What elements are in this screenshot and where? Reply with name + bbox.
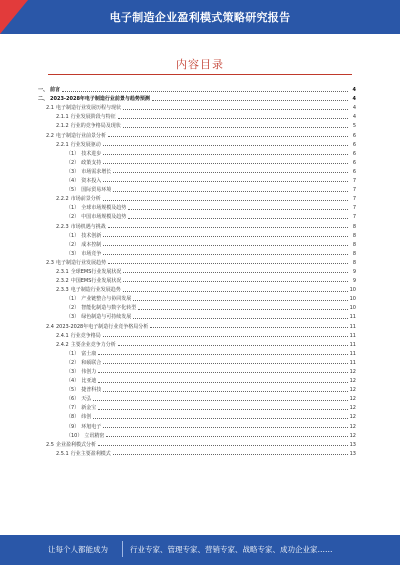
toc-entry-number: 2.5 [46, 441, 54, 448]
toc-entry-page: 4 [352, 105, 356, 112]
toc-entry-page: 7 [352, 214, 356, 221]
toc-dot-leader [98, 354, 347, 355]
toc-entry[interactable] [38, 266, 356, 275]
toc-entry-label: 企业盈利模式分析 [55, 441, 96, 448]
toc-entry[interactable] [38, 230, 356, 239]
toc-entry-number: （2） [66, 241, 80, 248]
toc-entry[interactable] [38, 239, 356, 248]
toc-entry-label: 立讯精密 [84, 432, 105, 439]
toc-dot-leader [103, 181, 348, 182]
toc-entry[interactable] [38, 339, 356, 348]
toc-entry-label: 电子制造行业发展趋势 [70, 287, 121, 294]
toc-entry-label: 成本控制 [81, 241, 102, 248]
toc-entry-page: 12 [349, 387, 356, 394]
toc-dot-leader [133, 300, 347, 301]
toc-entry-page: 10 [349, 305, 356, 312]
toc-entry-number: （2） [66, 159, 80, 166]
toc-entry[interactable] [38, 220, 356, 229]
toc-entry-number: 2.3 [46, 259, 54, 266]
toc-dot-leader [98, 382, 347, 383]
toc-dot-leader [118, 118, 348, 119]
toc-entry[interactable] [38, 211, 356, 220]
toc-entry-number: （8） [66, 414, 80, 421]
toc-entry-page: 8 [352, 250, 356, 257]
toc-entry-label: 市场前景分析 [70, 196, 101, 203]
toc-entry-number: （4） [66, 178, 80, 185]
toc-entry[interactable] [38, 275, 356, 284]
toc-entry-number: 2.2.2 [56, 196, 69, 203]
toc-entry-number: （1） [66, 232, 80, 239]
toc-entry[interactable] [38, 366, 356, 375]
toc-entry[interactable] [38, 320, 356, 329]
toc-entry[interactable] [38, 166, 356, 175]
toc-entry-label: 绿色制造与可持续发展 [81, 314, 132, 321]
toc-dot-leader [113, 454, 348, 455]
toc-dot-leader [123, 127, 348, 128]
toc-entry-page: 11 [349, 359, 356, 366]
toc-entry[interactable] [38, 302, 356, 311]
toc-dot-leader [103, 236, 348, 237]
toc-entry-number: （3） [66, 314, 80, 321]
toc-entry[interactable] [38, 448, 356, 457]
toc-dot-leader [128, 209, 348, 210]
toc-entry-label: 电子制造行业前景分析 [55, 132, 106, 139]
toc-entry-number: 2.1 [46, 105, 54, 112]
toc-entry-page: 7 [352, 205, 356, 212]
toc-entry-label: 电子制造行业发展历程与现状 [55, 105, 121, 112]
toc-dot-leader [123, 291, 348, 292]
toc-entry-number: 2.2.1 [56, 141, 69, 148]
toc-entry-number: 2.3.1 [56, 268, 69, 275]
toc-dot-leader [113, 191, 348, 192]
toc-entry[interactable] [38, 284, 356, 293]
toc-dot-leader [93, 400, 347, 401]
toc-entry-page: 7 [352, 187, 356, 194]
toc-entry-label: 产业链整合与协同发展 [81, 296, 132, 303]
toc-entry-label: 市场机遇与挑战 [70, 223, 106, 230]
toc-dot-leader [118, 345, 348, 346]
toc-entry-page: 9 [352, 268, 356, 275]
toc-entry-page: 8 [352, 223, 356, 230]
toc-dot-leader [103, 336, 348, 337]
toc-entry-number: 2.1.2 [56, 123, 69, 130]
toc-entry[interactable] [38, 93, 356, 102]
toc-dot-leader [98, 409, 347, 410]
toc-entry-number: 2.4.1 [56, 332, 69, 339]
toc-entry-number: 2.5.1 [56, 450, 69, 457]
toc-entry[interactable] [38, 102, 356, 111]
toc-entry-page: 12 [349, 432, 356, 439]
toc-entry[interactable] [38, 330, 356, 339]
toc-entry-label: 捷普科技 [81, 387, 102, 394]
toc-dot-leader [108, 136, 348, 137]
toc-entry[interactable] [38, 175, 356, 184]
toc-entry-label: 资本投入 [81, 178, 102, 185]
toc-entry-number: （1） [66, 205, 80, 212]
toc-entry[interactable] [38, 439, 356, 448]
toc-dot-leader [108, 263, 348, 264]
toc-entry-label: 主要企业竞争力分析 [70, 341, 116, 348]
toc-entry-page: 11 [349, 314, 356, 321]
toc-entry-number: （2） [66, 214, 80, 221]
toc-entry[interactable] [38, 111, 356, 120]
toc-dot-leader [103, 363, 347, 364]
report-header [0, 0, 400, 34]
toc-entry-number: （1） [66, 296, 80, 303]
report-title: 电子制造企业盈利模式策略研究报告 [109, 11, 291, 24]
toc-entry[interactable] [38, 420, 356, 429]
toc-entry-number: （6） [66, 396, 80, 403]
toc-entry-number: 2.4.2 [56, 341, 69, 348]
toc-entry[interactable] [38, 120, 356, 129]
toc-entry-number: （9） [66, 423, 80, 430]
toc-entry-number: 2.4 [46, 323, 54, 330]
toc-entry-page: 8 [352, 232, 356, 239]
toc-entry[interactable] [38, 357, 356, 366]
toc-entry-page: 12 [349, 414, 356, 421]
toc-entry[interactable] [38, 311, 356, 320]
toc-entry-page: 12 [349, 423, 356, 430]
toc-entry-page: 11 [349, 350, 356, 357]
toc-dot-leader [138, 309, 347, 310]
toc-entry-label: 前言 [50, 87, 61, 94]
toc-entry-page: 12 [349, 369, 356, 375]
toc-entry-label: 政策支持 [81, 159, 102, 166]
toc-entry[interactable] [38, 293, 356, 302]
toc-entry-page: 13 [349, 441, 356, 448]
toc-entry-page: 4 [352, 114, 356, 121]
toc-entry[interactable] [38, 129, 356, 138]
toc-entry-label: 2023-2028年电子制造行业竞争格局分析 [55, 323, 149, 330]
toc-entry-label: 市场需求增长 [81, 168, 112, 175]
footer-slogan: 让每个人都能成为 [48, 545, 108, 554]
toc-entry-label: 中国市场规模及趋势 [81, 214, 127, 221]
toc-entry-page: 6 [352, 150, 356, 157]
toc-entry-label: 电子制造行业发展趋势 [55, 259, 106, 266]
toc-entry-page: 4 [352, 87, 356, 94]
toc-entry-label: 行业发展驱动 [70, 141, 101, 148]
toc-entry[interactable] [38, 257, 356, 266]
toc-entry[interactable] [38, 193, 356, 202]
toc-entry-page: 9 [352, 278, 356, 285]
toc-entry-page: 12 [349, 396, 356, 403]
toc-entry-label: 国际贸易环境 [81, 187, 112, 194]
toc-entry-page: 6 [352, 132, 356, 139]
toc-dot-leader [123, 109, 348, 110]
toc-dot-leader [133, 318, 347, 319]
toc-entry-label: 新金宝 [81, 405, 97, 412]
toc-entry-label: 纬创 [81, 414, 92, 421]
footer-divider [122, 541, 123, 557]
toc-entry[interactable] [38, 384, 356, 393]
toc-entry-number: （5） [66, 187, 80, 194]
toc-entry[interactable] [38, 184, 356, 193]
toc-dot-leader [103, 145, 348, 146]
footer-tags: 行业专家、管理专家、营销专家、战略专家、成功企业家…… [130, 545, 333, 554]
toc-dot-leader [123, 272, 348, 273]
toc-entry-page: 12 [349, 378, 356, 385]
toc-entry-page: 10 [349, 296, 356, 303]
toc-entry-number: （1） [66, 350, 80, 357]
toc-entry-number: 二、 [38, 96, 49, 103]
toc-entry-page: 11 [349, 323, 356, 330]
toc-entry[interactable] [38, 402, 356, 411]
toc-entry-page: 7 [352, 178, 356, 185]
toc-entry-label: 全球市场规模及趋势 [81, 205, 127, 212]
toc-entry-page: 7 [352, 196, 356, 203]
toc-entry-number: （3） [66, 168, 80, 175]
toc-entry-page: 12 [349, 405, 356, 412]
toc-entry-page: 6 [352, 141, 356, 148]
toc-entry-page: 8 [352, 259, 356, 266]
toc-entry-label: 富士康 [81, 350, 97, 357]
toc-entry-number: 2.2 [46, 132, 54, 139]
toc-dot-leader [98, 372, 347, 373]
toc-entry-number: （3） [66, 369, 80, 375]
toc-entry-label: 环旭电子 [81, 423, 102, 430]
toc-entry[interactable] [38, 393, 356, 402]
toc-dot-leader [62, 91, 348, 92]
toc-entry-page: 11 [349, 341, 356, 348]
toc-dot-leader [113, 172, 348, 173]
toc-entry-number: 2.2.3 [56, 223, 69, 230]
toc-entry-page: 11 [349, 332, 356, 339]
toc-entry-label: 2023-2028年电子制造行业前景与趋势预测 [50, 96, 150, 103]
toc-entry-label: 天弘 [81, 396, 92, 403]
toc-entry[interactable] [38, 202, 356, 211]
toc-dot-leader [106, 436, 347, 437]
toc-entry-label: 伟创力 [81, 369, 97, 375]
toc-dot-leader [103, 245, 348, 246]
toc-entry-label: 智能化制造与数字化转型 [81, 305, 137, 312]
toc-title: 内容目录 [176, 58, 224, 71]
toc-entry[interactable] [38, 148, 356, 157]
toc-dot-leader [103, 154, 348, 155]
toc-dot-leader [103, 254, 348, 255]
toc-entry[interactable] [38, 348, 356, 357]
toc-entry-number: 一、 [38, 87, 49, 94]
toc-dot-leader [123, 281, 348, 282]
toc-dot-leader [103, 163, 348, 164]
toc-entry-number: （7） [66, 405, 80, 412]
toc-entry-label: 行业竞争格局 [70, 332, 101, 339]
toc-entry-number: （2） [66, 359, 80, 366]
toc-entry-number: （10） [66, 432, 83, 439]
toc-entry[interactable] [38, 157, 356, 166]
toc-entry-number: 2.1.1 [56, 114, 69, 121]
toc-divider [48, 74, 352, 75]
toc-entry-label: 行业主要盈利模式 [70, 450, 111, 457]
toc-entry-label: 和硕联合 [81, 359, 102, 366]
toc-entry-page: 6 [352, 159, 356, 166]
toc-entry[interactable] [38, 411, 356, 420]
toc-entry-page: 8 [352, 241, 356, 248]
toc-entry[interactable] [38, 139, 356, 148]
toc-entry-label: 中国EMS行业发展状况 [70, 278, 122, 285]
toc-entry-page: 10 [349, 287, 356, 294]
toc-entry[interactable] [38, 248, 356, 257]
toc-entry-number: （5） [66, 387, 80, 394]
toc-dot-leader [93, 418, 347, 419]
toc-entry-label: 比亚迪 [81, 378, 97, 385]
toc-dot-leader [103, 391, 347, 392]
toc-dot-leader [103, 200, 348, 201]
toc-entry[interactable] [38, 375, 356, 384]
toc-dot-leader [108, 227, 348, 228]
toc-entry-page: 6 [352, 168, 356, 175]
toc-entry[interactable] [38, 84, 356, 93]
toc-entry-label: 技术进步 [81, 150, 102, 157]
toc-entry-page: 4 [352, 96, 356, 103]
toc-dot-leader [152, 100, 348, 101]
toc-dot-leader [150, 327, 347, 328]
toc-entry-label: 全球EMS行业发展状况 [70, 268, 122, 275]
toc-entry-page: 13 [349, 450, 356, 457]
toc-entry-label: 行业发展阶段与特征 [70, 114, 116, 121]
table-of-contents [38, 84, 356, 457]
toc-dot-leader [103, 427, 347, 428]
toc-entry-number: 2.3.2 [56, 278, 69, 285]
toc-entry-label: 技术创新 [81, 232, 102, 239]
toc-entry-label: 行业的竞争格局及现状 [70, 123, 121, 130]
toc-entry-number: （2） [66, 305, 80, 312]
toc-entry-number: （1） [66, 150, 80, 157]
toc-dot-leader [128, 218, 348, 219]
toc-dot-leader [98, 445, 348, 446]
toc-entry-label: 市场竞争 [81, 250, 102, 257]
toc-entry-number: 2.3.3 [56, 287, 69, 294]
toc-entry-number: （3） [66, 250, 80, 257]
toc-entry-page: 5 [352, 123, 356, 130]
report-footer [0, 535, 400, 565]
toc-entry[interactable] [38, 430, 356, 439]
toc-entry-number: （4） [66, 378, 80, 385]
